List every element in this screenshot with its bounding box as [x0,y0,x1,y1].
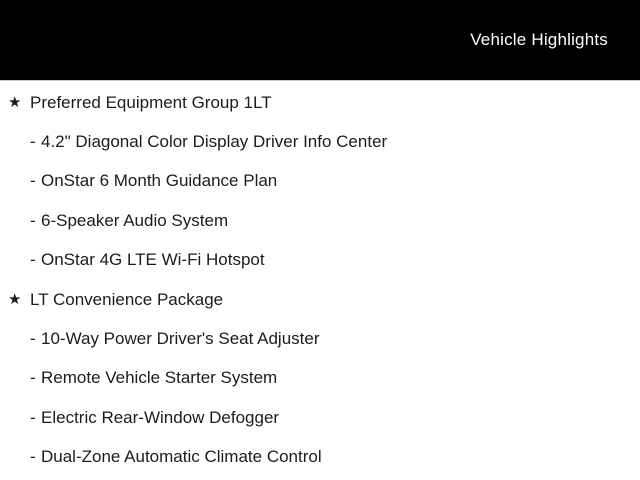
dash-bullet-icon: - [30,210,36,230]
highlights-list [0,81,640,477]
dash-bullet-icon: - [30,368,36,388]
list-item-label: Dual-Zone Automatic Climate Control [41,447,322,467]
list-item-label: OnStar 6 Month Guidance Plan [41,171,278,191]
list-item [0,241,640,280]
list-item [0,162,640,201]
list-item-label: 6-Speaker Audio System [41,210,229,230]
dash-bullet-icon: - [30,132,36,152]
page-title: Vehicle Highlights [470,30,608,49]
list-item [0,201,640,240]
header-bar [0,0,640,81]
list-item-label: OnStar 4G LTE Wi-Fi Hotspot [41,250,265,270]
dash-bullet-icon: - [30,171,36,191]
star-bullet-icon: ★ [8,94,22,112]
list-item [0,359,640,398]
dash-bullet-icon: - [30,447,36,467]
dash-bullet-icon: - [30,329,36,349]
list-item [0,280,640,319]
list-item-label: 4.2" Diagonal Color Display Driver Info Center [41,132,388,152]
list-item [0,438,640,477]
dash-bullet-icon: - [30,250,36,270]
list-item-label: Remote Vehicle Starter System [41,368,278,388]
star-bullet-icon: ★ [8,291,22,309]
list-item [0,319,640,358]
list-item-label: LT Convenience Package [30,289,224,309]
dash-bullet-icon: - [30,407,36,427]
list-item-label: Preferred Equipment Group 1LT [30,92,272,112]
list-item [0,398,640,437]
list-item [0,83,640,122]
list-item [0,122,640,161]
list-item-label: Electric Rear-Window Defogger [41,407,280,427]
list-item-label: 10-Way Power Driver's Seat Adjuster [41,329,320,349]
